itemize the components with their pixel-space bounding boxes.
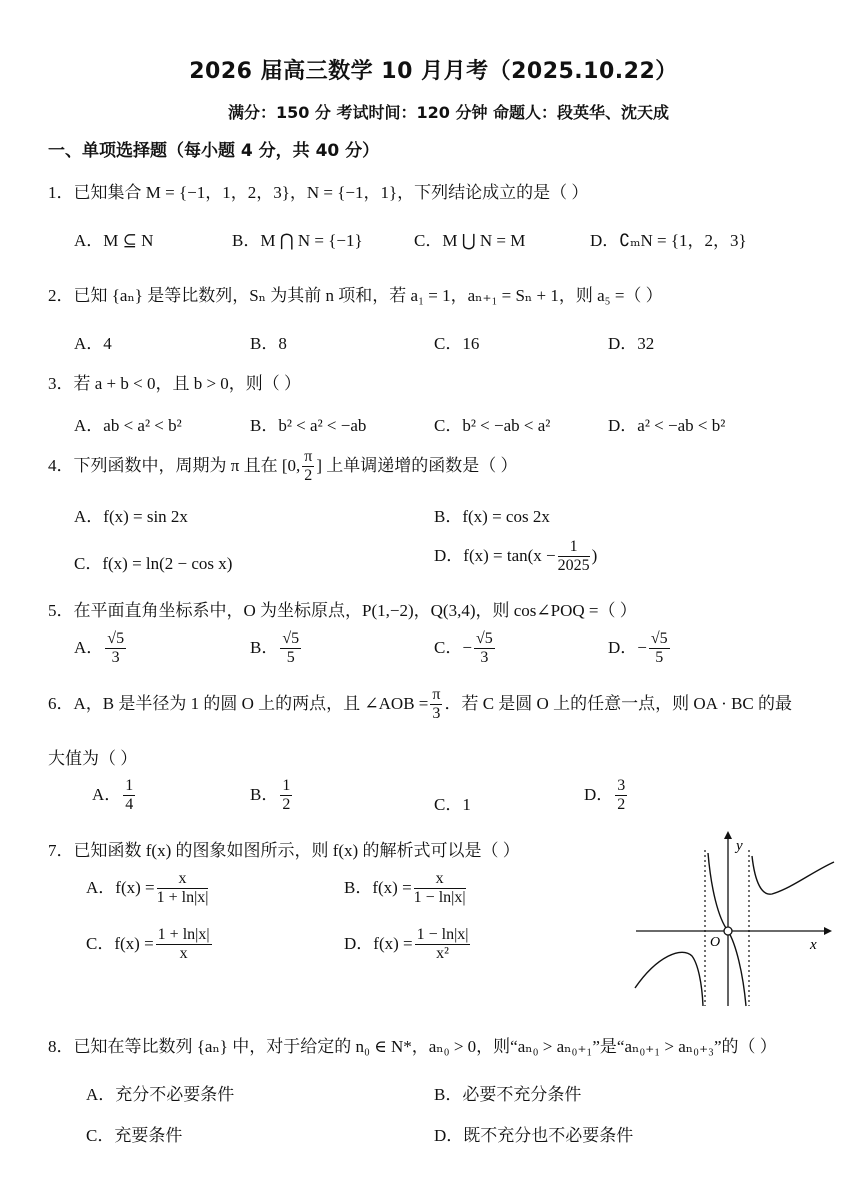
q7-c-num: 1 + ln|x| — [156, 926, 212, 945]
q3-option-d: D．a² < −ab < b² — [608, 416, 726, 435]
q5-c-fraction — [474, 630, 495, 668]
q5-option-c — [434, 630, 497, 668]
q2-option-c: C．16 — [434, 334, 480, 353]
q4-option-b: B．f(x) = cos 2x — [434, 507, 550, 526]
q5-b-fraction — [280, 630, 301, 668]
q7-b-fraction — [414, 870, 466, 908]
q7-d-den: x² — [436, 945, 449, 963]
q7-b-label: B．f(x) = — [344, 877, 412, 897]
q5-option-d — [608, 630, 672, 668]
q5-d-label: D．− — [608, 637, 647, 657]
q7-a-fraction — [157, 870, 209, 908]
q7-c-fraction — [156, 926, 212, 964]
q7-option-d — [344, 926, 472, 964]
q3-option-b: B．b² < a² < −ab — [250, 416, 367, 435]
q5-d-num: √5 — [649, 630, 670, 649]
q7-a-num: x — [157, 870, 209, 889]
q2-option-a: A．4 — [74, 334, 112, 353]
section-heading: 一、单项选择题（每小题 4 分，共 40 分） — [48, 141, 380, 161]
q6-b-fraction — [280, 777, 292, 815]
q7-c-label: C．f(x) = — [86, 933, 154, 953]
q2-option-b: B．8 — [250, 334, 287, 353]
curve-right-branch — [752, 856, 834, 894]
q3-option-a: A．ab < a² < b² — [74, 416, 182, 435]
q4-stem-post: ] 上单调递增的函数是（ ） — [316, 455, 518, 475]
q7-d-num: 1 − ln|x| — [415, 926, 471, 945]
q4-option-c: C．f(x) = ln(2 − cos x) — [74, 554, 233, 573]
x-axis-arrow — [824, 927, 832, 935]
q7-option-c — [86, 926, 214, 964]
q1-option-b: B．M ⋂ N = {−1} — [232, 231, 363, 250]
q4-fraction — [302, 448, 314, 486]
q6-option-a — [92, 777, 137, 815]
q4-frac-num: π — [302, 448, 314, 467]
q7-stem: 7．已知函数 f(x) 的图象如图所示，则 f(x) 的解析式可以是（ ） — [48, 841, 520, 860]
q1-option-c: C．M ⋃ N = M — [414, 231, 526, 250]
q1-option-d: D．∁ₘN = {1，2，3} — [590, 231, 747, 250]
q4-option-a: A．f(x) = sin 2x — [74, 507, 188, 526]
q5-c-den: 3 — [480, 649, 489, 667]
q6-a-den: 4 — [125, 796, 134, 814]
q5-d-fraction — [649, 630, 670, 668]
curve-left-branch — [635, 952, 703, 1006]
origin-hole — [724, 927, 732, 935]
x-axis-label: x — [810, 937, 817, 953]
q5-b-num: √5 — [280, 630, 301, 649]
q6-stem-pre: 6．A，B 是半径为 1 的圆 O 上的两点，且 ∠AOB = — [48, 693, 429, 713]
q8-option-b: B．必要不充分条件 — [434, 1085, 582, 1104]
q7-c-den: x — [179, 945, 188, 963]
q4-d-num: 1 — [558, 538, 590, 557]
q3-option-c: C．b² < −ab < a² — [434, 416, 551, 435]
q7-a-den: 1 + ln|x| — [156, 889, 209, 907]
curve-middle-right — [728, 931, 746, 1006]
q6-d-fraction — [615, 777, 627, 815]
q6-a-label: A． — [92, 784, 122, 804]
q6-stem — [48, 686, 792, 724]
q7-function-graph — [632, 828, 837, 1008]
q6-b-den: 2 — [282, 796, 291, 814]
q7-option-a — [86, 870, 210, 908]
q6-a-fraction — [123, 777, 135, 815]
q6-frac-num: π — [430, 686, 442, 705]
y-axis-label: y — [736, 838, 743, 854]
q6-option-b — [250, 777, 294, 815]
q6-a-num: 1 — [123, 777, 135, 796]
q4-d-post: ) — [591, 545, 598, 565]
q6-d-label: D． — [584, 784, 614, 804]
q6-fraction — [430, 686, 442, 724]
q6-option-d — [584, 777, 629, 815]
q7-d-fraction — [415, 926, 471, 964]
q4-frac-den: 2 — [304, 467, 313, 485]
curve-middle-left — [708, 853, 728, 931]
q5-a-fraction — [105, 630, 126, 668]
q5-a-num: √5 — [105, 630, 126, 649]
q6-frac-den: 3 — [432, 705, 441, 723]
q3-stem: 3．若 a + b < 0，且 b > 0，则（ ） — [48, 374, 302, 393]
q5-option-b — [250, 630, 303, 668]
q6-stem-line2: 大值为（ ） — [48, 749, 138, 768]
q5-c-label: C．− — [434, 637, 472, 657]
q7-b-den: 1 − ln|x| — [413, 889, 466, 907]
q4-stem-pre: 4．下列函数中，周期为 π 且在 [0, — [48, 455, 301, 475]
q4-d-pre: D．f(x) = tan(x − — [434, 545, 556, 565]
q1-stem: 1．已知集合 M = {−1，1，2，3}，N = {−1，1}，下列结论成立的是（ ） — [48, 183, 589, 202]
q6-b-label: B． — [250, 784, 279, 804]
origin-label: O — [710, 935, 721, 950]
q5-option-a — [74, 630, 128, 668]
q2-option-d: D．32 — [608, 334, 655, 353]
y-axis-arrow — [724, 831, 732, 839]
q6-d-den: 2 — [617, 796, 626, 814]
q7-b-num: x — [414, 870, 466, 889]
q2-stem: 2．已知 {aₙ} 是等比数列，Sₙ 为其前 n 项和，若 a₁ = 1，aₙ₊₁ = Sₙ + 1，则 a₅ =（ ） — [48, 286, 663, 305]
exam-info: 满分：150 分 考试时间：120 分钟 命题人：段英华、沈天成 — [227, 103, 670, 122]
q7-a-label: A．f(x) = — [86, 877, 155, 897]
q5-stem: 5．在平面直角坐标系中，O 为坐标原点，P(1,−2)，Q(3,4)，则 cos∠POQ =（ ） — [48, 601, 637, 620]
q7-option-b — [344, 870, 468, 908]
q6-b-num: 1 — [280, 777, 292, 796]
exam-title: 2026 届高三数学 10 月月考（2025.10.22） — [189, 59, 678, 84]
q4-option-d — [434, 538, 597, 576]
q1-option-a: A．M ⊆ N — [74, 231, 154, 250]
q8-option-a: A．充分不必要条件 — [86, 1085, 235, 1104]
q4-d-den: 2025 — [557, 557, 590, 575]
q6-d-num: 3 — [615, 777, 627, 796]
q6-option-c: C．1 — [434, 795, 471, 814]
q5-d-den: 5 — [655, 649, 664, 667]
q4-d-fraction — [558, 538, 590, 576]
q4-stem — [48, 448, 518, 486]
q5-a-label: A． — [74, 637, 104, 657]
q5-b-label: B． — [250, 637, 279, 657]
q5-a-den: 3 — [111, 649, 120, 667]
q5-b-den: 5 — [286, 649, 295, 667]
q7-d-label: D．f(x) = — [344, 933, 413, 953]
q8-option-c: C．充要条件 — [86, 1126, 183, 1145]
q8-option-d: D．既不充分也不必要条件 — [434, 1126, 634, 1145]
q6-stem-post: ．若 C 是圆 O 上的任意一点，则 OA · BC 的最 — [444, 693, 793, 713]
q8-stem: 8．已知在等比数列 {aₙ} 中，对于给定的 n₀ ∈ N*，aₙ₀ > 0，则“aₙ₀ > aₙ₀₊₁”是“aₙ₀₊₁ > aₙ₀₊₃”的（ ） — [48, 1037, 777, 1056]
q5-c-num: √5 — [474, 630, 495, 649]
